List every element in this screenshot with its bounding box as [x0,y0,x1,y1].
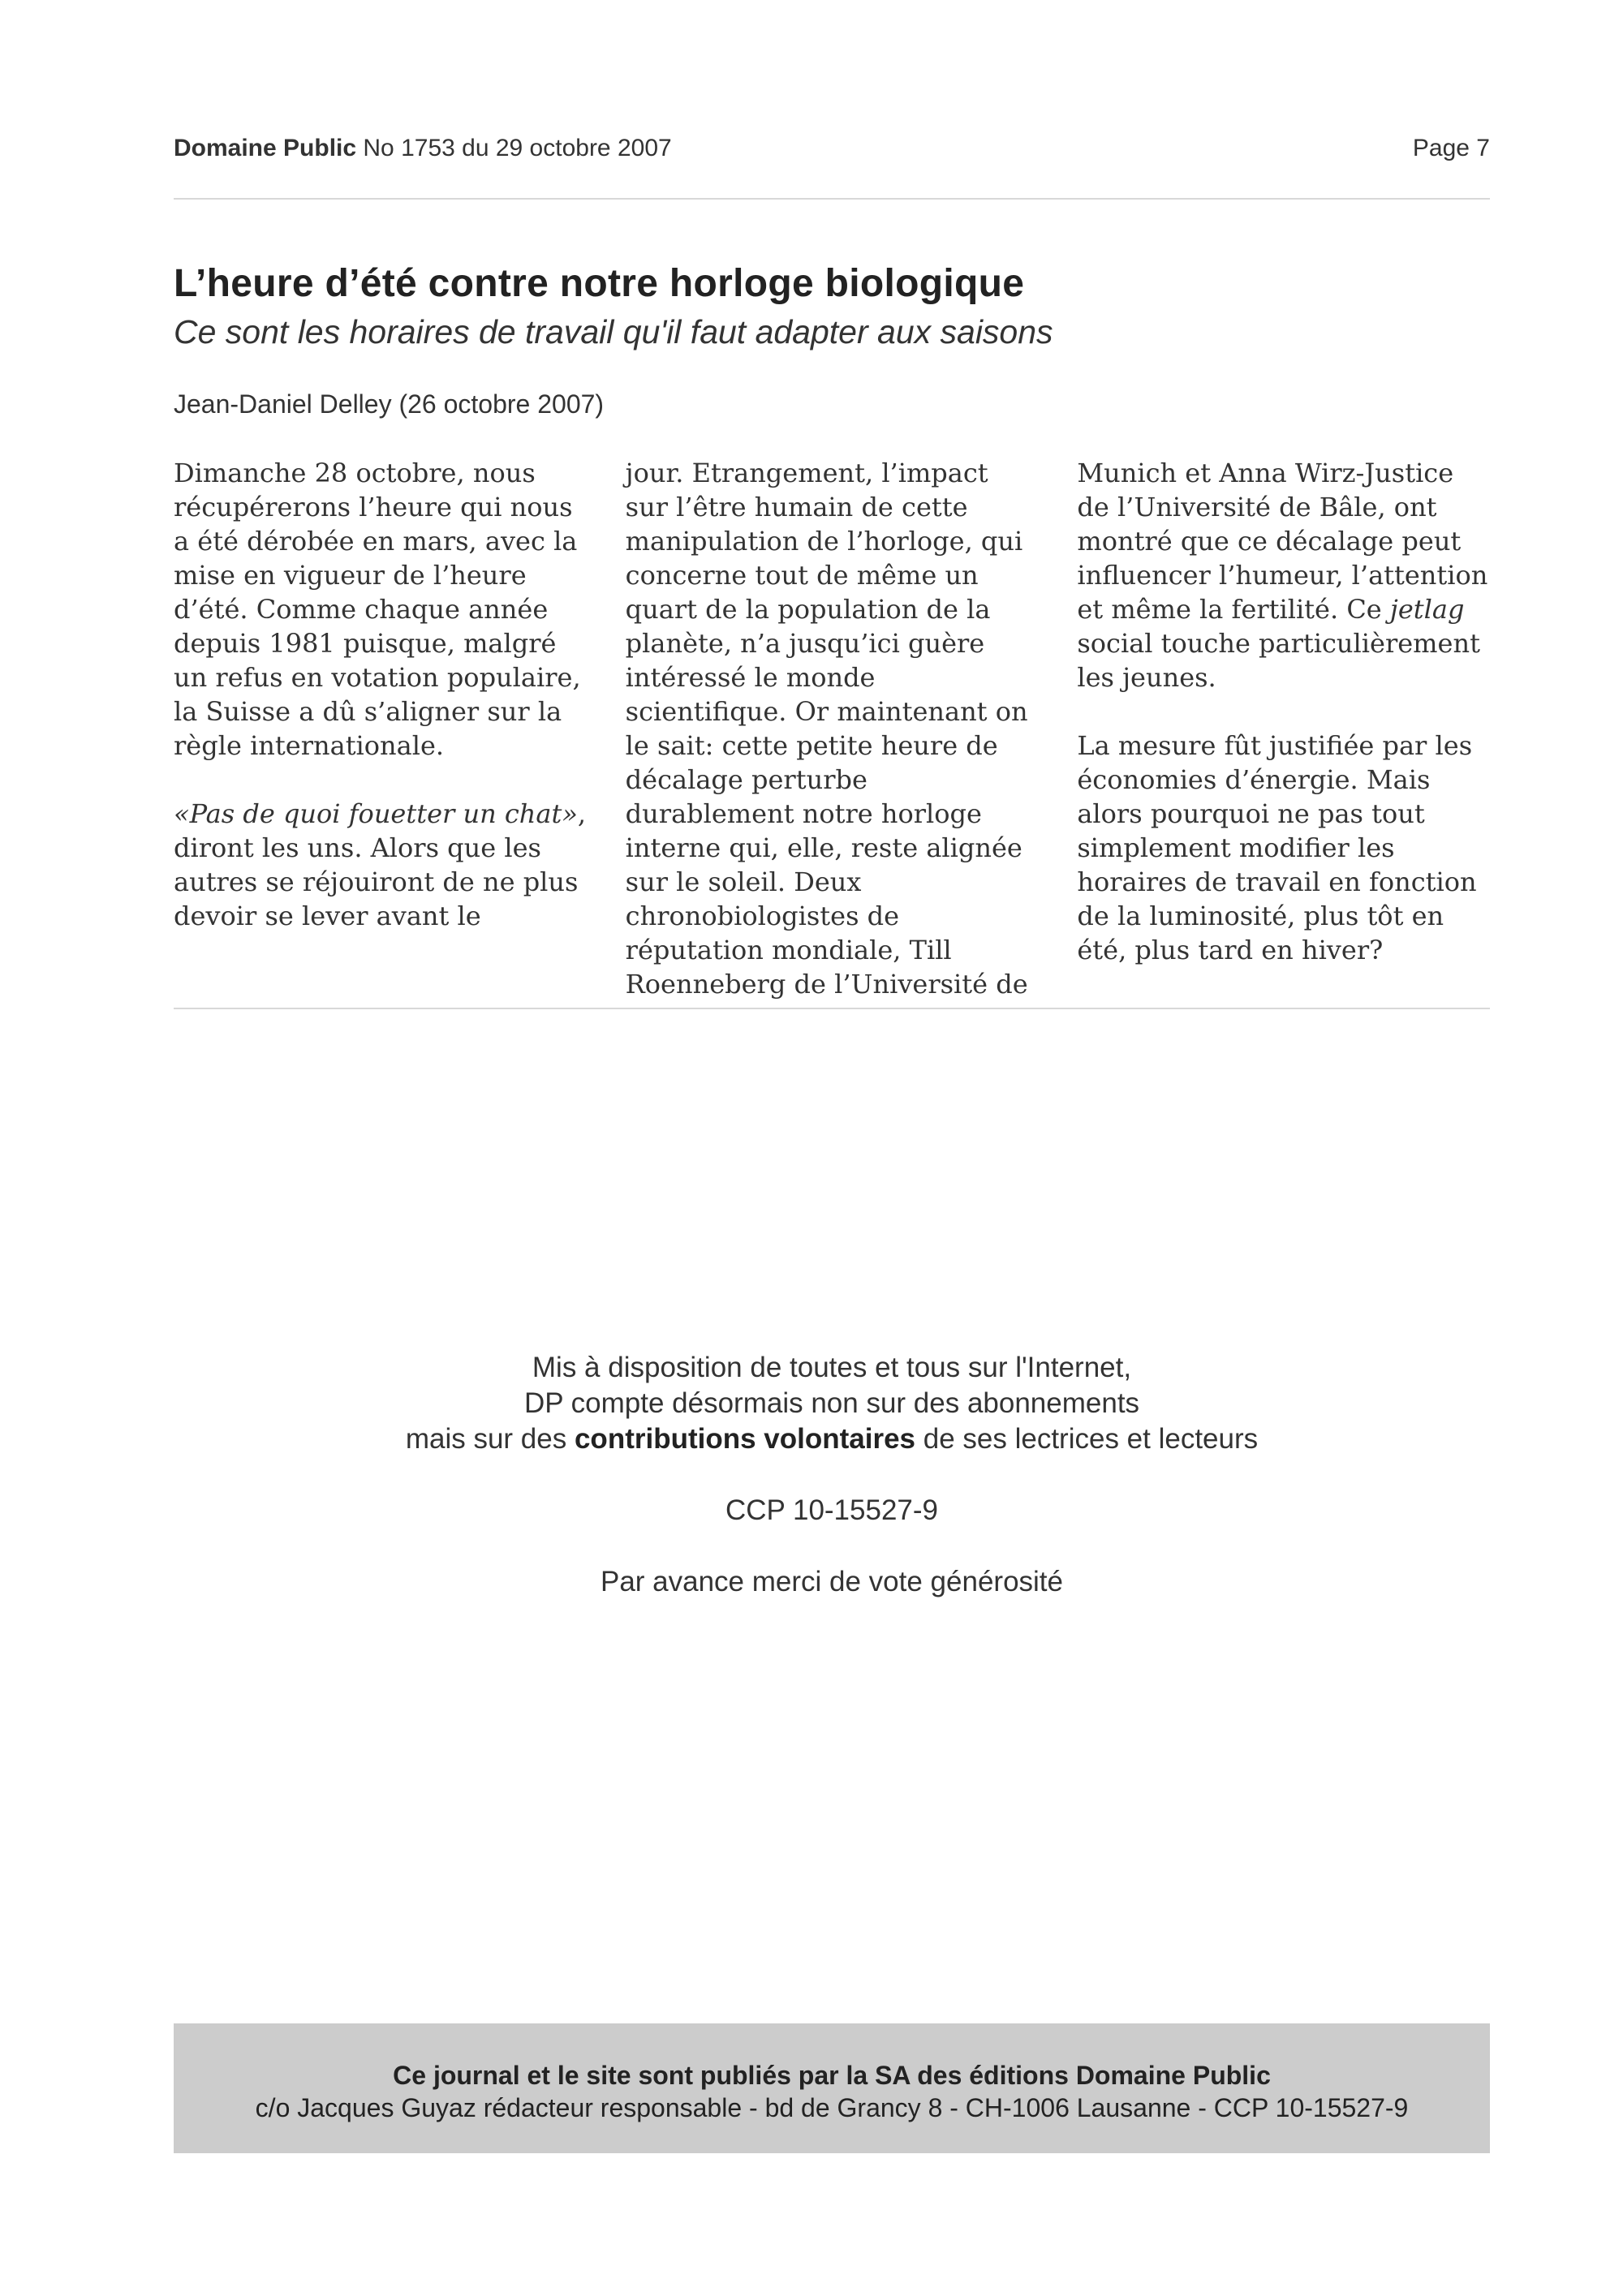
page-header [174,135,1490,162]
ccp-number: CCP 10-15527-9 [725,1494,939,1526]
paragraph: Dimanche 28 octobre, nous récupérerons l’heure qui nous a été dérobée en mars, avec la mise en vigueur de l’heure d’été. Comme chaque année depuis 1981 puisque, malgré un refus en votation populaire, la Suisse a dû s’aligner sur la règle internationale. [174,458,581,761]
paragraph: jour. Etrangement, l’impact sur l’être humain de cette manipulation de l’horloge, qui concerne tout de même un quart de la population de la planète, n’a jusqu’ici guère intéressé le monde scientifique. Or maintenant on le sait: cette petite heure de décalage perturbe durablement notre horloge interne qui, elle, reste alignée sur le soleil. Deux chronobiologistes de réputation mondiale, Till Roenneberg de l’Université de [625,458,1028,1000]
article-body [174,456,1490,1000]
paragraph: La mesure fût justifiée par les économies d’énergie. Mais alors pourquoi ne pas tout simplement modifier les horaires de travail en fonction de la luminosité, plus tôt en été, plus tard en hiver? [1077,730,1477,965]
appeal-text: de ses lectrices et lecteurs [915,1423,1259,1455]
article-divider [174,1008,1490,1009]
donation-appeal [174,1350,1490,1600]
spacer [174,1529,1490,1564]
publication-info [174,135,672,162]
page-number: Page 7 [1412,135,1490,161]
article-column-3 [1077,456,1490,975]
appeal-line: DP compte désormais non sur des abonnements [523,1387,1140,1419]
paragraph-text: social touche particulièrement les jeunes. [1077,628,1480,693]
article-subtitle: Ce sont les horaires de travail qu'il faut adapter aux saisons [174,313,1053,350]
quote: «Pas de quoi fouetter un chat» [174,798,578,829]
thanks-line: Par avance merci de vote générosité [600,1566,1064,1597]
publisher-footer [174,2023,1490,2153]
emphasis: jetlag [1389,594,1465,625]
issue-info: No 1753 du 29 octobre 2007 [363,135,672,161]
article-title: L’heure d’été contre notre horloge biologique [174,262,1025,305]
spacer [174,1457,1490,1493]
paragraph [1077,456,1490,694]
paragraph-text: Munich et Anna Wirz-Justice de l’Université de Bâle, ont montré que ce décalage peut influencer l’humeur, l’attention et même la fertilité. Ce [1077,458,1488,625]
paragraph [174,797,587,933]
appeal-line [174,1421,1490,1457]
header-divider [174,198,1490,200]
publisher-line: Ce journal et le site sont publiés par la SA des éditions Domaine Public [393,2061,1271,2090]
paragraph-text: , diront les uns. Alors que les autres se réjouiront de ne plus devoir se lever avant le [174,798,587,931]
contributions-emphasis: contributions volontaires [574,1423,916,1455]
appeal-text: mais sur des [405,1423,575,1455]
article-column-2 [625,456,1039,1000]
contact-line: c/o Jacques Guyaz rédacteur responsable - bd de Grancy 8 - CH-1006 Lausanne - CCP 10-15527-9 [255,2093,1409,2122]
article-byline: Jean-Daniel Delley (26 octobre 2007) [174,389,605,419]
publication-name: Domaine Public [174,135,357,161]
article-column-1 [174,456,587,975]
appeal-line: Mis à disposition de toutes et tous sur l'Internet, [532,1352,1132,1383]
